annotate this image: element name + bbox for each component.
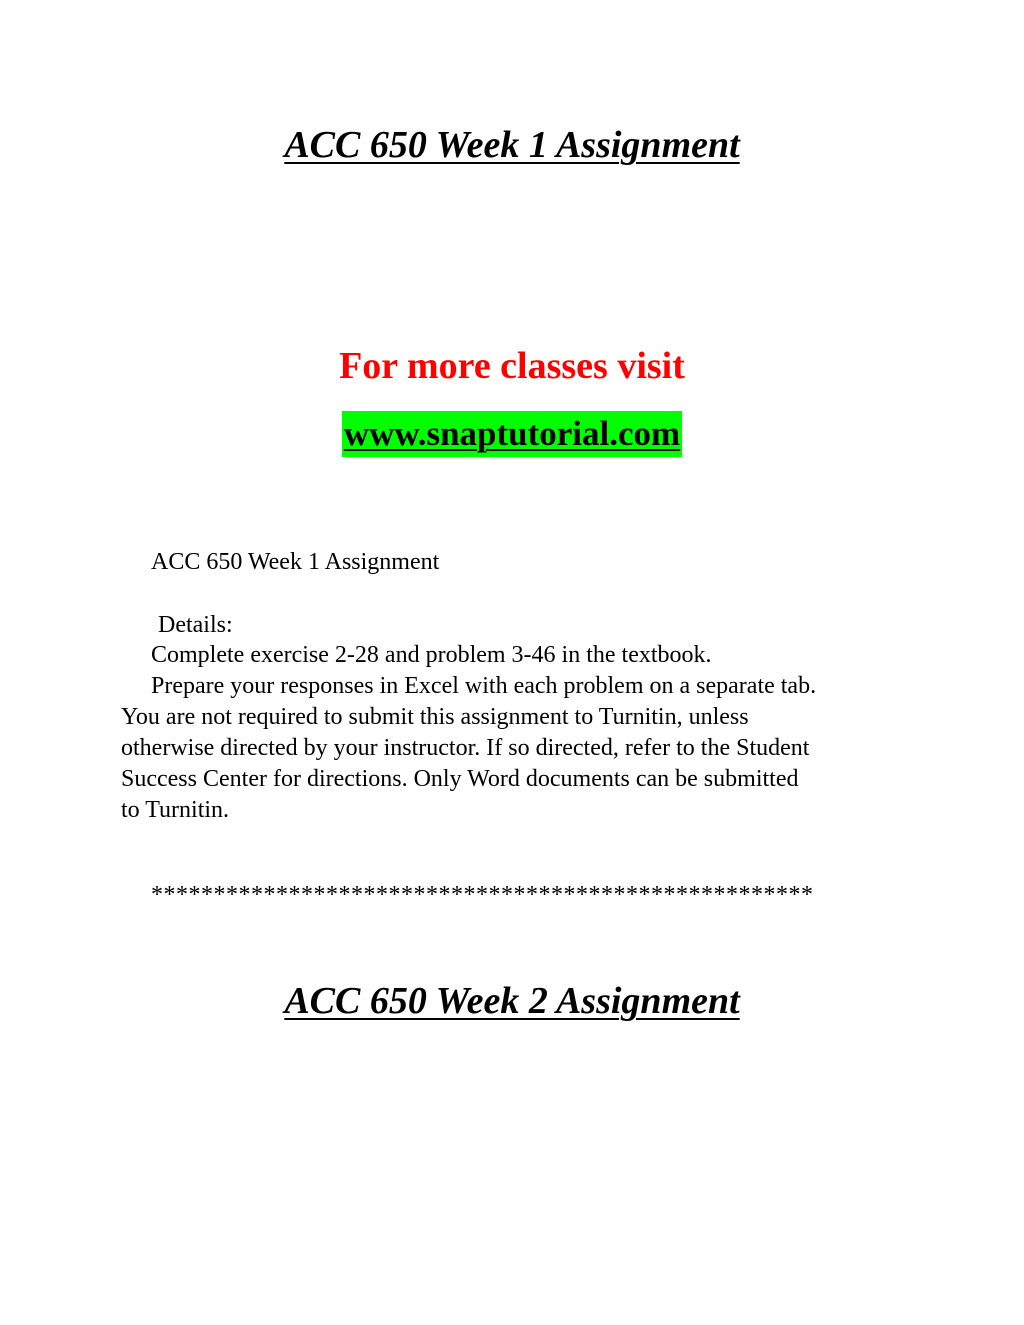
details-label: Details: [158,612,233,638]
assignment-title: ACC 650 Week 1 Assignment [151,549,440,575]
snaptutorial-link[interactable]: www.snaptutorial.com [342,411,682,457]
instruction-line: Complete exercise 2-28 and problem 3-46 in the textbook. [151,642,712,668]
paragraph-line: to Turnitin. [121,797,230,823]
heading-week1: ACC 650 Week 1 Assignment [284,124,740,166]
promo-text: For more classes visit [339,345,685,387]
paragraph-line: You are not required to submit this assignment to Turnitin, unless [121,704,749,730]
promo-link-row [0,411,1024,457]
heading-week2: ACC 650 Week 2 Assignment [284,980,740,1022]
instructions-paragraph [121,671,921,826]
paragraph-line: Success Center for directions. Only Word documents can be submitted [121,766,799,792]
paragraph-line: Prepare your responses in Excel with each problem on a separate tab. [151,673,817,699]
paragraph-line: otherwise directed by your instructor. If so directed, refer to the Student [121,735,810,761]
asterisk-separator: ***************************************************** [151,882,814,908]
